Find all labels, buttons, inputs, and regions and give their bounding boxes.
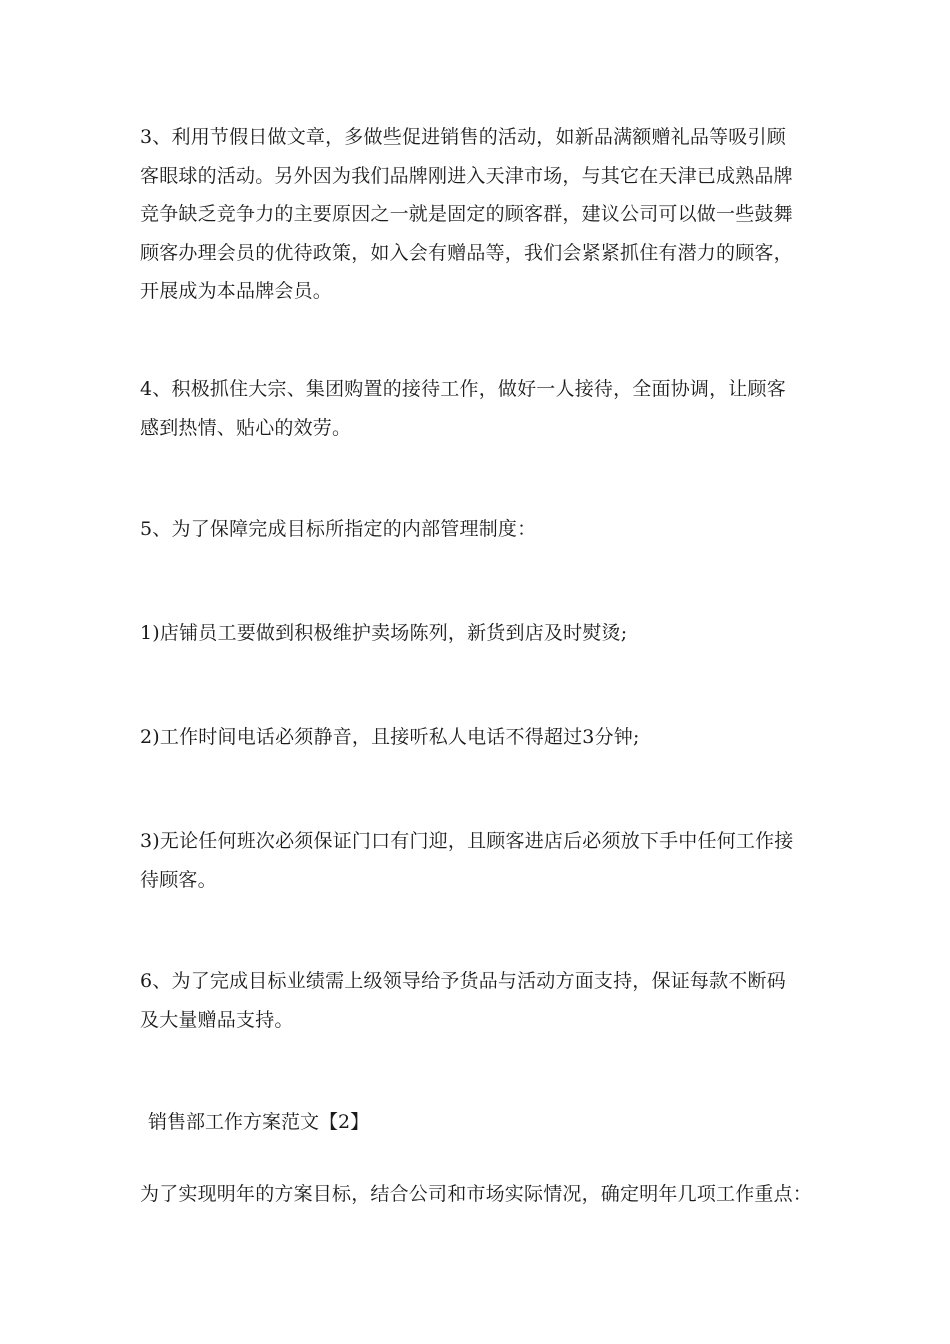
paragraph-line: 客眼球的活动。另外因为我们品牌刚进入天津市场，与其它在天津已成熟品牌 xyxy=(140,164,793,187)
paragraph-line: 顾客办理会员的优待政策，如入会有赠品等，我们会紧紧抓住有潜力的顾客， xyxy=(140,241,793,264)
paragraph-item-3 xyxy=(140,118,830,311)
paragraph-line: 1)店铺员工要做到积极维护卖场陈列，新货到店及时熨烫; xyxy=(140,622,628,644)
paragraph-line: 竞争缺乏竞争力的主要原因之一就是固定的顾客群，建议公司可以做一些鼓舞 xyxy=(140,203,793,225)
intro-paragraph xyxy=(140,1175,830,1214)
paragraph-line: 5、为了保障完成目标所指定的内部管理制度： xyxy=(140,518,537,540)
paragraph-item-5 xyxy=(140,510,830,549)
rule-item-3 xyxy=(140,822,830,899)
paragraph-item-6 xyxy=(140,962,830,1039)
rule-item-1 xyxy=(140,614,830,653)
paragraph-line: 为了实现明年的方案目标，结合公司和市场实际情况，确定明年几项工作重点： xyxy=(140,1183,813,1205)
paragraph-line: 待顾客。 xyxy=(140,868,217,891)
paragraph-line: 感到热情、贴心的效劳。 xyxy=(140,416,352,439)
paragraph-line: 及大量赠品支持。 xyxy=(140,1008,294,1031)
rule-item-2 xyxy=(140,718,830,757)
paragraph-line: 4、积极抓住大宗、集团购置的接待工作，做好一人接待，全面协调，让顾客 xyxy=(140,378,786,400)
paragraph-line: 3)无论任何班次必须保证门口有门迎，且顾客进店后必须放下手中任何工作接 xyxy=(140,830,794,852)
paragraph-line: 3、利用节假日做文章，多做些促进销售的活动，如新品满额赠礼品等吸引顾 xyxy=(140,126,786,148)
paragraph-line: 2)工作时间电话必须静音，且接听私人电话不得超过3分钟; xyxy=(140,726,640,748)
paragraph-line: 开展成为本品牌会员。 xyxy=(140,280,333,302)
paragraph-item-4 xyxy=(140,370,830,447)
section-heading: 销售部工作方案范文【2】 xyxy=(148,1111,370,1133)
paragraph-line: 6、为了完成目标业绩需上级领导给予货品与活动方面支持，保证每款不断码 xyxy=(140,970,786,992)
